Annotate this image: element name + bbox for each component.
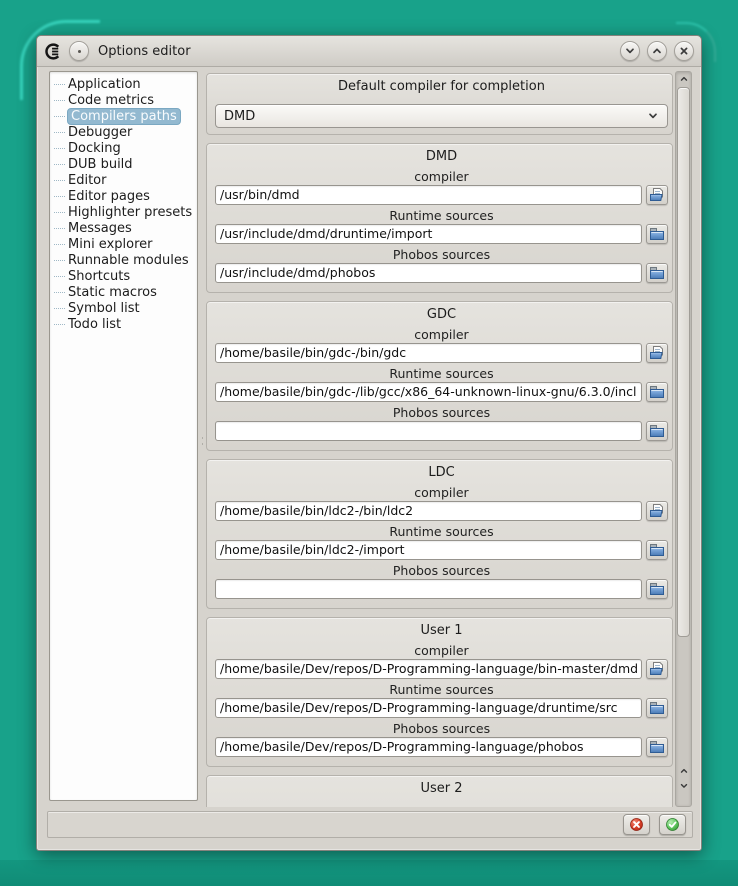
field-row: [215, 184, 668, 205]
sidebar-item-label: Highlighter presets: [68, 204, 193, 220]
dmd-compiler-input[interactable]: [215, 185, 642, 205]
sidebar-item-code-metrics[interactable]: [52, 92, 195, 108]
field-row: [215, 262, 668, 283]
scrollbar-thumb[interactable]: [677, 87, 690, 637]
sidebar-item-label: Symbol list: [68, 300, 140, 316]
compiler-group-gdc: [206, 301, 673, 451]
browse-folder-button[interactable]: [646, 540, 668, 560]
menu-dot-icon: [78, 50, 81, 53]
field-label-compiler: compiler: [414, 169, 469, 184]
splitter-grip-icon: [201, 436, 204, 446]
sidebar-item-label: Debugger: [68, 124, 133, 140]
compiler-group-user2: [206, 775, 673, 807]
field-row: [215, 420, 668, 441]
user1-runtime-input[interactable]: [215, 698, 642, 718]
file-open-icon: [649, 345, 665, 361]
field-label-compiler: compiler: [414, 643, 469, 658]
tree-branch-icon: [54, 228, 65, 229]
field-label-runtime: Runtime sources: [389, 682, 494, 697]
file-open-icon: [649, 187, 665, 203]
sidebar-item-debugger[interactable]: [52, 124, 195, 140]
tree-branch-icon: [54, 244, 65, 245]
ldc-phobos-input[interactable]: [215, 579, 642, 599]
file-open-icon: [649, 661, 665, 677]
gdc-phobos-input[interactable]: [215, 421, 642, 441]
frame-bottom-shade: [0, 860, 738, 886]
folder-icon: [649, 265, 665, 281]
folder-icon: [649, 700, 665, 716]
sidebar-item-mini-explorer[interactable]: [52, 236, 195, 252]
browse-folder-button[interactable]: [646, 382, 668, 402]
sidebar-item-static-macros[interactable]: [52, 284, 195, 300]
sidebar-splitter[interactable]: [200, 71, 205, 801]
tree-branch-icon: [54, 180, 65, 181]
minimize-button[interactable]: [620, 41, 640, 61]
chevron-up-icon: [651, 45, 663, 57]
file-open-icon: [649, 503, 665, 519]
chevron-down-icon: [624, 45, 636, 57]
field-label-runtime: Runtime sources: [389, 366, 494, 381]
scroll-up-button[interactable]: [676, 764, 691, 778]
sidebar-item-runnable-modules[interactable]: [52, 252, 195, 268]
sidebar-item-label: Compilers paths: [67, 108, 181, 125]
tree-branch-icon: [54, 84, 65, 85]
browse-file-button[interactable]: [646, 659, 668, 679]
chevron-down-icon: [679, 781, 689, 791]
field-label-phobos: Phobos sources: [392, 721, 491, 736]
browse-file-button[interactable]: [646, 343, 668, 363]
close-button[interactable]: [674, 41, 694, 61]
tree-branch-icon: [54, 308, 65, 309]
close-icon: [678, 45, 690, 57]
sidebar-item-symbol-list[interactable]: [52, 300, 195, 316]
tree-branch-icon: [54, 260, 65, 261]
window-title: Options editor: [98, 43, 191, 59]
window-menu-button[interactable]: [69, 41, 89, 61]
vertical-scrollbar[interactable]: [675, 71, 692, 807]
field-row: [215, 736, 668, 757]
folder-icon: [649, 384, 665, 400]
maximize-button[interactable]: [647, 41, 667, 61]
green-check-icon: [665, 817, 680, 832]
tree-branch-icon: [54, 100, 65, 101]
scroll-down-button[interactable]: [676, 779, 691, 793]
chevron-up-icon: [679, 74, 689, 84]
chevron-up-icon: [679, 766, 689, 776]
folder-icon: [649, 226, 665, 242]
folder-icon: [649, 581, 665, 597]
tree-branch-icon: [54, 276, 65, 277]
tree-branch-icon: [54, 132, 65, 133]
footer-bar: [47, 811, 693, 838]
browse-folder-button[interactable]: [646, 224, 668, 244]
group-title: LDC: [428, 465, 455, 480]
scroll-up-button[interactable]: [676, 72, 691, 86]
folder-icon: [649, 542, 665, 558]
sidebar-item-label: Todo list: [68, 316, 122, 332]
folder-icon: [649, 739, 665, 755]
sidebar-item-application[interactable]: [52, 76, 195, 92]
sidebar-item-docking[interactable]: [52, 140, 195, 156]
titlebar[interactable]: [37, 36, 701, 67]
tree-branch-icon: [54, 164, 65, 165]
ldc-runtime-input[interactable]: [215, 540, 642, 560]
cancel-button[interactable]: [623, 814, 650, 835]
sidebar-item-label: DUB build: [68, 156, 133, 172]
field-label-compiler: compiler: [414, 327, 469, 342]
browse-folder-button[interactable]: [646, 698, 668, 718]
browse-folder-button[interactable]: [646, 737, 668, 757]
default-compiler-select[interactable]: [215, 104, 668, 128]
sidebar-item-label: Messages: [68, 220, 132, 236]
tree-branch-icon: [54, 292, 65, 293]
sidebar-item-label: Runnable modules: [68, 252, 189, 268]
group-title: User 2: [420, 781, 463, 796]
user1-phobos-input[interactable]: [215, 737, 642, 757]
field-row: [215, 342, 668, 363]
field-label-phobos: Phobos sources: [392, 563, 491, 578]
field-row: [215, 697, 668, 718]
dmd-phobos-input[interactable]: [215, 263, 642, 283]
browse-folder-button[interactable]: [646, 263, 668, 283]
category-tree: [49, 71, 198, 801]
sidebar-item-label: Docking: [68, 140, 121, 156]
browse-file-button[interactable]: [646, 501, 668, 521]
dmd-runtime-input[interactable]: [215, 224, 642, 244]
compiler-group-dmd: [206, 143, 673, 293]
default-compiler-group: [206, 73, 673, 135]
tree-branch-icon: [54, 116, 65, 117]
gdc-compiler-input[interactable]: [215, 343, 642, 363]
sidebar-item-label: Shortcuts: [68, 268, 131, 284]
field-row: [215, 223, 668, 244]
sidebar-item-messages[interactable]: [52, 220, 195, 236]
sidebar-item-label: Static macros: [68, 284, 157, 300]
sidebar-item-todo-list[interactable]: [52, 316, 195, 332]
sidebar-item-label: Application: [68, 76, 141, 92]
chevron-down-icon: [647, 110, 659, 122]
group-title: User 1: [420, 623, 463, 638]
field-row: [215, 658, 668, 679]
field-label-compiler: compiler: [414, 485, 469, 500]
tree-branch-icon: [54, 212, 65, 213]
field-label-runtime: Runtime sources: [389, 208, 494, 223]
user1-compiler-input[interactable]: [215, 659, 642, 679]
coedit-app-icon: [44, 42, 63, 61]
options-editor-window: [36, 35, 702, 851]
field-row: [215, 539, 668, 560]
field-row: [215, 500, 668, 521]
folder-icon: [649, 423, 665, 439]
tree-branch-icon: [54, 148, 65, 149]
browse-folder-button[interactable]: [646, 579, 668, 599]
window-controls: [620, 41, 694, 61]
browse-file-button[interactable]: [646, 185, 668, 205]
group-title: DMD: [425, 149, 458, 164]
browse-folder-button[interactable]: [646, 421, 668, 441]
sidebar-item-dub-build[interactable]: [52, 156, 195, 172]
group-title: Default compiler for completion: [338, 79, 545, 94]
field-row: [215, 578, 668, 599]
field-label-phobos: Phobos sources: [392, 247, 491, 262]
sidebar-item-label: Editor: [68, 172, 107, 188]
accept-button[interactable]: [659, 814, 686, 835]
tree-branch-icon: [54, 196, 65, 197]
sidebar-item-highlighter-presets[interactable]: [52, 204, 195, 220]
sidebar-item-editor[interactable]: [52, 172, 195, 188]
field-label-runtime: Runtime sources: [389, 524, 494, 539]
field-row: [215, 381, 668, 402]
sidebar-item-shortcuts[interactable]: [52, 268, 195, 284]
sidebar-item-label: Code metrics: [68, 92, 155, 108]
sidebar-item-editor-pages[interactable]: [52, 188, 195, 204]
compiler-group-user1: [206, 617, 673, 767]
red-cross-icon: [629, 817, 644, 832]
field-label-phobos: Phobos sources: [392, 405, 491, 420]
options-scroll-area: [206, 69, 673, 807]
sidebar-item-compilers-paths[interactable]: [52, 108, 195, 124]
gdc-runtime-input[interactable]: [215, 382, 642, 402]
sidebar-item-label: Editor pages: [68, 188, 150, 204]
compiler-group-ldc: [206, 459, 673, 609]
sidebar-item-label: Mini explorer: [68, 236, 153, 252]
group-title: GDC: [426, 307, 457, 322]
tree-branch-icon: [54, 324, 65, 325]
ldc-compiler-input[interactable]: [215, 501, 642, 521]
combo-selected-value: DMD: [224, 108, 256, 124]
